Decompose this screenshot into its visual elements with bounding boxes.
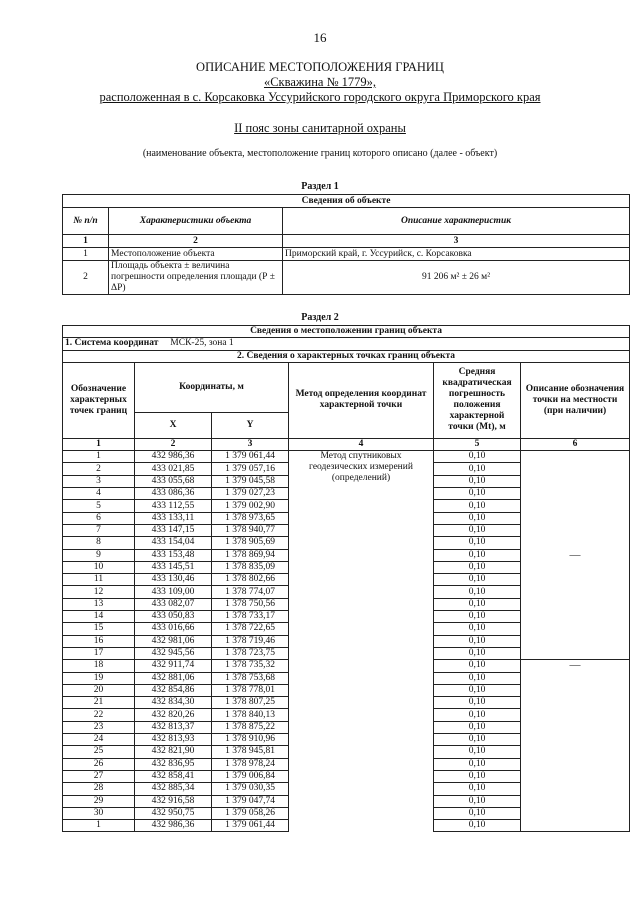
- col-description-header: Описание характеристик: [283, 208, 630, 235]
- point-id-cell: 18: [63, 660, 135, 672]
- y-coord-cell: 1 378 978,24: [212, 758, 289, 770]
- index-cell: 2: [109, 235, 283, 248]
- index-cell: 4: [289, 438, 434, 450]
- point-id-cell: 20: [63, 684, 135, 696]
- y-coord-cell: 1 378 774,07: [212, 586, 289, 598]
- coord-system-value: МСК-25, зона 1: [170, 338, 234, 349]
- point-id-cell: 24: [63, 734, 135, 746]
- table-title: Сведения об объекте: [63, 195, 630, 208]
- y-coord-cell: 1 378 722,65: [212, 623, 289, 635]
- y-coord-cell: 1 378 802,66: [212, 574, 289, 586]
- x-coord-cell: 432 821,90: [135, 746, 212, 758]
- table-row: 1 Местоположение объекта Приморский край, г. Уссурийск, с. Корсаковка: [63, 248, 630, 261]
- y-coord-cell: 1 378 778,01: [212, 684, 289, 696]
- y-coord-cell: 1 378 753,68: [212, 672, 289, 684]
- y-coord-cell: 1 379 045,58: [212, 475, 289, 487]
- y-coord-cell: 1 378 910,96: [212, 734, 289, 746]
- x-coord-cell: 433 145,51: [135, 561, 212, 573]
- x-coord-cell: 432 945,56: [135, 647, 212, 659]
- error-cell: 0,10: [434, 770, 521, 782]
- table-title: Сведения о местоположении границ объекта: [63, 326, 630, 338]
- point-id-cell: 5: [63, 500, 135, 512]
- error-cell: 0,10: [434, 586, 521, 598]
- object-location: расположенная в с. Корсаковка Уссурийского городского округа Приморского края: [99, 90, 541, 104]
- section2-title: Раздел 2: [301, 312, 339, 323]
- point-id-cell: 27: [63, 770, 135, 782]
- index-cell: 6: [521, 438, 630, 450]
- y-coord-cell: 1 379 058,26: [212, 807, 289, 819]
- y-coord-cell: 1 378 835,09: [212, 561, 289, 573]
- x-coord-cell: 433 130,46: [135, 574, 212, 586]
- col-error-header: Средняя квадратическая погрешность положения характерной точки (Mt), м: [434, 362, 521, 438]
- y-coord-cell: 1 378 973,65: [212, 512, 289, 524]
- x-coord-cell: 432 834,30: [135, 697, 212, 709]
- error-cell: 0,10: [434, 623, 521, 635]
- x-coord-cell: 432 813,37: [135, 721, 212, 733]
- error-cell: 0,10: [434, 611, 521, 623]
- x-coord-cell: 433 082,07: [135, 598, 212, 610]
- x-coord-cell: 433 086,36: [135, 488, 212, 500]
- x-coord-cell: 432 911,74: [135, 660, 212, 672]
- y-coord-cell: 1 379 061,44: [212, 820, 289, 832]
- description-cell: —: [521, 660, 630, 832]
- error-cell: 0,10: [434, 635, 521, 647]
- y-coord-cell: 1 379 002,90: [212, 500, 289, 512]
- x-coord-cell: 433 016,66: [135, 623, 212, 635]
- index-cell: 3: [212, 438, 289, 450]
- error-cell: 0,10: [434, 820, 521, 832]
- x-coord-cell: 432 836,95: [135, 758, 212, 770]
- x-coord-cell: 433 050,83: [135, 611, 212, 623]
- error-cell: 0,10: [434, 451, 521, 463]
- x-coord-cell: 432 981,06: [135, 635, 212, 647]
- point-id-cell: 13: [63, 598, 135, 610]
- error-cell: 0,10: [434, 795, 521, 807]
- point-id-cell: 10: [63, 561, 135, 573]
- error-cell: 0,10: [434, 672, 521, 684]
- index-cell: 3: [283, 235, 630, 248]
- x-coord-cell: 432 813,93: [135, 734, 212, 746]
- y-coord-cell: 1 379 061,44: [212, 451, 289, 463]
- point-id-cell: 8: [63, 537, 135, 549]
- error-cell: 0,10: [434, 574, 521, 586]
- col-descr-header: Описание обозначения точки на местности (при наличии): [521, 362, 630, 438]
- y-coord-cell: 1 378 840,13: [212, 709, 289, 721]
- point-id-cell: 22: [63, 709, 135, 721]
- x-coord-cell: 432 986,36: [135, 820, 212, 832]
- point-id-cell: 3: [63, 475, 135, 487]
- y-coord-cell: 1 378 945,81: [212, 746, 289, 758]
- error-cell: 0,10: [434, 721, 521, 733]
- index-cell: 1: [63, 438, 135, 450]
- point-id-cell: 28: [63, 783, 135, 795]
- point-id-cell: 15: [63, 623, 135, 635]
- point-id-cell: 17: [63, 647, 135, 659]
- col-x-header: X: [135, 412, 212, 438]
- point-id-cell: 2: [63, 463, 135, 475]
- error-cell: 0,10: [434, 488, 521, 500]
- table-row: [63, 451, 630, 463]
- y-coord-cell: 1 378 807,25: [212, 697, 289, 709]
- error-cell: 0,10: [434, 524, 521, 536]
- point-id-cell: 1: [63, 451, 135, 463]
- error-cell: 0,10: [434, 537, 521, 549]
- point-id-cell: 26: [63, 758, 135, 770]
- point-id-cell: 21: [63, 697, 135, 709]
- index-cell: 1: [63, 235, 109, 248]
- object-info-table: [62, 194, 630, 295]
- x-coord-cell: 433 153,48: [135, 549, 212, 561]
- x-coord-cell: 432 820,26: [135, 709, 212, 721]
- table-row: 2 Площадь объекта ± величина погрешности определения площади (Р ± ΔР) 91 206 м² ± 26 м²: [63, 261, 630, 295]
- coord-system-label: 1. Система координат: [65, 338, 159, 349]
- y-coord-cell: 1 378 750,56: [212, 598, 289, 610]
- x-coord-cell: 432 854,86: [135, 684, 212, 696]
- y-coord-cell: 1 378 875,22: [212, 721, 289, 733]
- index-cell: 2: [135, 438, 212, 450]
- x-coord-cell: 433 154,04: [135, 537, 212, 549]
- point-id-cell: 16: [63, 635, 135, 647]
- error-cell: 0,10: [434, 734, 521, 746]
- x-coord-cell: 433 021,85: [135, 463, 212, 475]
- point-id-cell: 25: [63, 746, 135, 758]
- col-number-header: № п/п: [63, 208, 109, 235]
- point-id-cell: 11: [63, 574, 135, 586]
- doc-title: ОПИСАНИЕ МЕСТОПОЛОЖЕНИЯ ГРАНИЦ: [196, 60, 444, 74]
- error-cell: 0,10: [434, 684, 521, 696]
- error-cell: 0,10: [434, 463, 521, 475]
- col-coords-header: Координаты, м: [135, 362, 289, 412]
- coord-system-row: [63, 338, 630, 350]
- error-cell: 0,10: [434, 512, 521, 524]
- point-id-cell: 6: [63, 512, 135, 524]
- x-coord-cell: 432 885,34: [135, 783, 212, 795]
- col-characteristic-header: Характеристики объекта: [109, 208, 283, 235]
- x-coord-cell: 433 112,55: [135, 500, 212, 512]
- x-coord-cell: 432 986,36: [135, 451, 212, 463]
- error-cell: 0,10: [434, 475, 521, 487]
- y-coord-cell: 1 378 869,94: [212, 549, 289, 561]
- object-name: «Скважина № 1779»,: [263, 75, 377, 89]
- error-cell: 0,10: [434, 758, 521, 770]
- point-id-cell: 9: [63, 549, 135, 561]
- x-coord-cell: 433 133,11: [135, 512, 212, 524]
- page-number: 16: [313, 30, 327, 45]
- point-id-cell: 29: [63, 795, 135, 807]
- x-coord-cell: 432 916,58: [135, 795, 212, 807]
- section1-title: Раздел 1: [301, 181, 339, 192]
- error-cell: 0,10: [434, 807, 521, 819]
- points-subtitle: 2. Сведения о характерных точках границ объекта: [63, 350, 630, 362]
- error-cell: 0,10: [434, 500, 521, 512]
- point-id-cell: 14: [63, 611, 135, 623]
- error-cell: 0,10: [434, 549, 521, 561]
- point-id-cell: 19: [63, 672, 135, 684]
- col-point-header: Обозначение характерных точек границ: [63, 362, 135, 438]
- x-coord-cell: 433 109,00: [135, 586, 212, 598]
- y-coord-cell: 1 378 905,69: [212, 537, 289, 549]
- y-coord-cell: 1 378 940,77: [212, 524, 289, 536]
- error-cell: 0,10: [434, 783, 521, 795]
- y-coord-cell: 1 378 733,17: [212, 611, 289, 623]
- description-cell: —: [521, 451, 630, 660]
- error-cell: 0,10: [434, 598, 521, 610]
- x-coord-cell: 433 147,15: [135, 524, 212, 536]
- point-id-cell: 4: [63, 488, 135, 500]
- boundary-points-table: [62, 325, 630, 832]
- object-caption: (наименование объекта, местоположение границ которого описано (далее - объект): [142, 148, 498, 159]
- x-coord-cell: 432 858,41: [135, 770, 212, 782]
- col-method-header: Метод определения координат характерной точки: [289, 362, 434, 438]
- x-coord-cell: 432 881,06: [135, 672, 212, 684]
- point-id-cell: 30: [63, 807, 135, 819]
- index-cell: 5: [434, 438, 521, 450]
- error-cell: 0,10: [434, 561, 521, 573]
- y-coord-cell: 1 379 057,16: [212, 463, 289, 475]
- y-coord-cell: 1 378 719,46: [212, 635, 289, 647]
- point-id-cell: 1: [63, 820, 135, 832]
- zone-name: II пояс зоны санитарной охраны: [234, 121, 406, 135]
- y-coord-cell: 1 379 027,23: [212, 488, 289, 500]
- point-id-cell: 7: [63, 524, 135, 536]
- x-coord-cell: 432 950,75: [135, 807, 212, 819]
- method-cell: Метод спутниковых геодезических измерений (определений): [289, 451, 434, 832]
- error-cell: 0,10: [434, 746, 521, 758]
- point-id-cell: 23: [63, 721, 135, 733]
- error-cell: 0,10: [434, 709, 521, 721]
- error-cell: 0,10: [434, 697, 521, 709]
- y-coord-cell: 1 378 735,32: [212, 660, 289, 672]
- error-cell: 0,10: [434, 647, 521, 659]
- error-cell: 0,10: [434, 660, 521, 672]
- col-y-header: Y: [212, 412, 289, 438]
- x-coord-cell: 433 055,68: [135, 475, 212, 487]
- y-coord-cell: 1 379 030,35: [212, 783, 289, 795]
- point-id-cell: 12: [63, 586, 135, 598]
- y-coord-cell: 1 379 006,84: [212, 770, 289, 782]
- y-coord-cell: 1 379 047,74: [212, 795, 289, 807]
- y-coord-cell: 1 378 723,75: [212, 647, 289, 659]
